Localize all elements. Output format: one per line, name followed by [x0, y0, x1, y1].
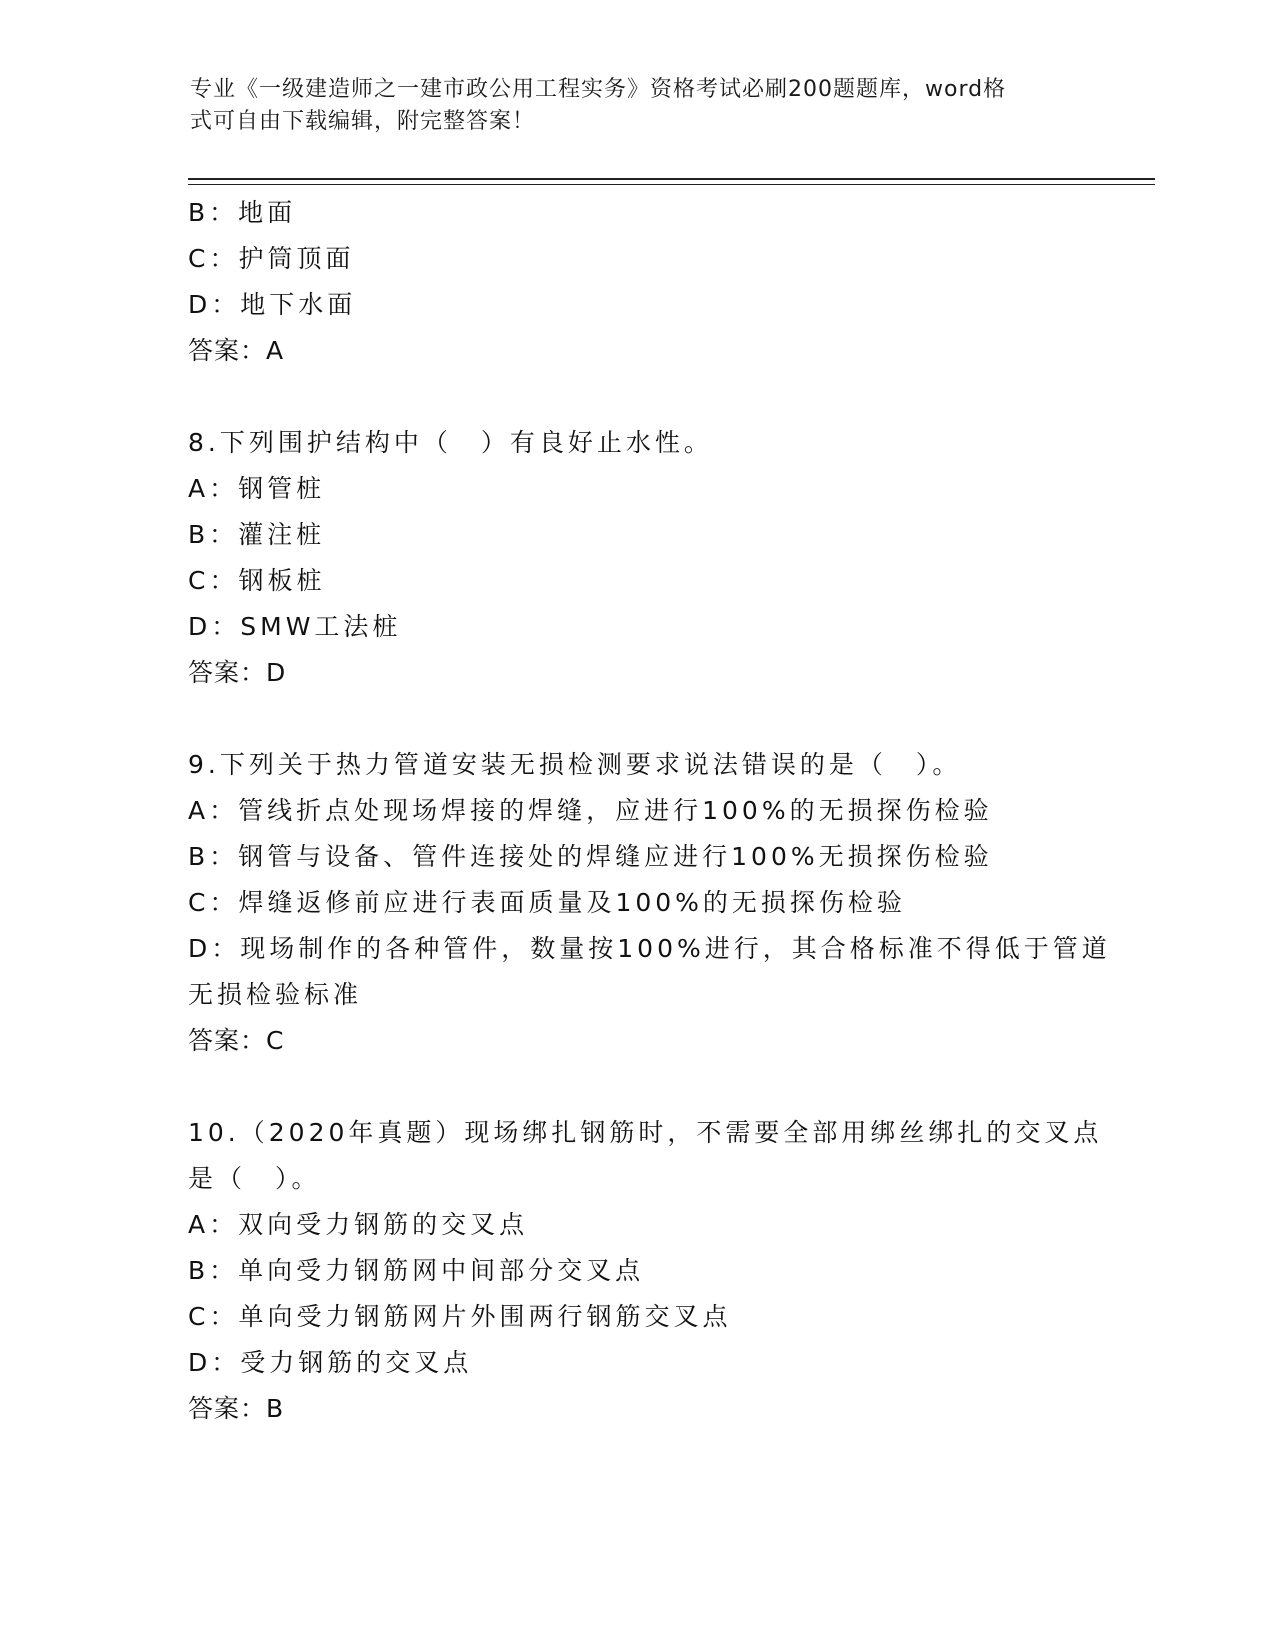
question-8-block: [188, 420, 1088, 696]
question-10-block: [188, 1110, 1103, 1432]
q10-answer: 答案：B: [188, 1394, 285, 1423]
q9-option-d-line-2: 无损检验标准: [188, 980, 363, 1009]
page-header: [190, 74, 1070, 138]
q9-option-b: B：钢管与设备、管件连接处的焊缝应进行100%无损探伤检验: [188, 842, 993, 871]
q9-answer: 答案：C: [188, 1026, 285, 1055]
q8-question: 8.下列围护结构中（ ）有良好止水性。: [188, 428, 713, 457]
q10-option-d: D：受力钢筋的交叉点: [188, 1348, 473, 1377]
q8-option-d: D：SMW工法桩: [188, 612, 402, 641]
header-rule-thin: [188, 184, 1155, 185]
header-line-2: 式可自由下载编辑，附完整答案！: [190, 109, 536, 134]
q10-option-b: B：单向受力钢筋网中间部分交叉点: [188, 1256, 645, 1285]
q7-option-c: C：护筒顶面: [188, 244, 355, 273]
q9-option-c: C：焊缝返修前应进行表面质量及100%的无损探伤检验: [188, 888, 906, 917]
q8-option-a: A：钢管桩: [188, 474, 326, 503]
question-7-block: [188, 190, 1088, 374]
header-rule-thick: [188, 178, 1155, 180]
spacer: [188, 374, 1088, 420]
q9-question: 9.下列关于热力管道安装无损检测要求说法错误的是（ ）。: [188, 750, 962, 779]
q7-answer: 答案：A: [188, 336, 285, 365]
q7-option-b: B：地面: [188, 198, 297, 227]
q8-answer: 答案：D: [188, 658, 287, 687]
header-line-1: 专业《一级建造师之一建市政公用工程实务》资格考试必刷200题题库，word格: [190, 77, 1007, 102]
q9-option-d-line-1: D：现场制作的各种管件，数量按100%进行，其合格标准不得低于管道: [188, 934, 1111, 963]
spacer: [188, 696, 1088, 742]
q9-option-a: A：管线折点处现场焊接的焊缝，应进行100%的无损探伤检验: [188, 796, 993, 825]
q10-option-a: A：双向受力钢筋的交叉点: [188, 1210, 529, 1239]
spacer: [188, 1064, 1088, 1110]
q8-option-b: B：灌注桩: [188, 520, 326, 549]
q10-option-c: C：单向受力钢筋网片外围两行钢筋交叉点: [188, 1302, 732, 1331]
q8-option-c: C：钢板桩: [188, 566, 326, 595]
q10-question-line-1: 10.（2020年真题）现场绑扎钢筋时，不需要全部用绑丝绑扎的交叉点: [188, 1118, 1103, 1147]
question-list: [188, 190, 1111, 1432]
q10-question-line-2: 是（ ）。: [188, 1164, 321, 1193]
q7-option-d: D：地下水面: [188, 290, 357, 319]
question-9-block: [188, 742, 1111, 1064]
